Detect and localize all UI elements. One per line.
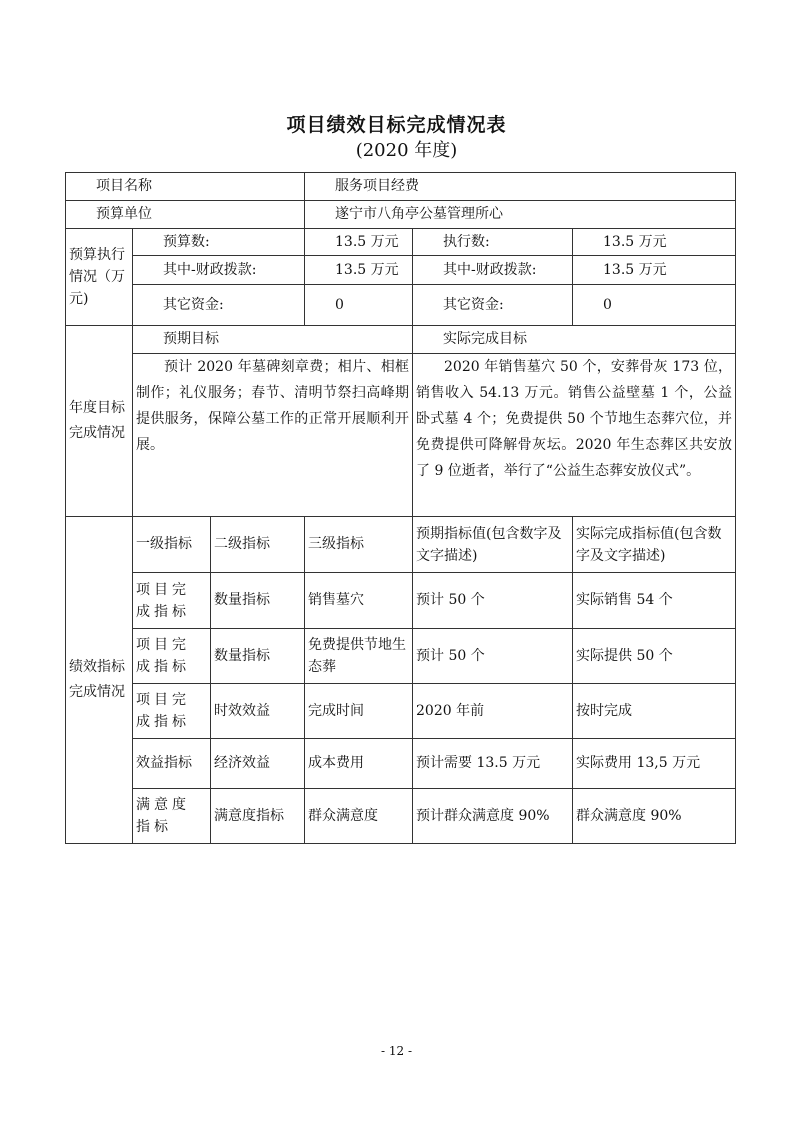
table-row (66, 326, 736, 354)
table-row (66, 256, 736, 285)
cell: 群众满意度 90% (573, 789, 736, 844)
page-title: 项目绩效目标完成情况表 (286, 114, 507, 136)
header-cell: 一级指标 (133, 517, 211, 573)
cell: 满意度指标 (133, 789, 211, 844)
page-subtitle: (2020 年度) (355, 140, 458, 161)
budget-row-value: 13.5 万元 (305, 229, 413, 256)
table-row (66, 629, 736, 684)
budget-unit-label: 预算单位 (66, 201, 305, 229)
budget-row-value: 0 (573, 285, 736, 326)
table-row (66, 201, 736, 229)
project-name-value: 服务项目经费 (305, 173, 736, 201)
cell: 满意度指标 (211, 789, 305, 844)
cell: 项目完成指标 (133, 629, 211, 684)
expected-goal-text: 预计 2020 年墓碑刻章费；相片、相框制作；礼仪服务；春节、清明节祭扫高峰期提供服务，保障公墓工作的正常开展顺利开展。 (133, 354, 413, 517)
table-row (66, 229, 736, 256)
actual-goal-text: 2020 年销售墓穴 50 个，安葬骨灰 173 位，销售收入 54.13 万元。销售公益壁墓 1 个，公益卧式墓 4 个；免费提供 50 个节地生态葬穴位，并免费提供可降解骨灰坛。2020 年生态葬区共安放了 9 位逝者，举行了“公益生态葬安放仪式”。 (413, 354, 736, 517)
cell: 完成时间 (305, 684, 413, 739)
budget-row-label: 其它资金: (133, 285, 305, 326)
cell: 预计需要 13.5 万元 (413, 739, 573, 789)
table-row (66, 684, 736, 739)
expected-goal-header: 预期目标 (133, 326, 413, 354)
table-row (66, 285, 736, 326)
budget-row-label: 执行数: (413, 229, 573, 256)
budget-row-value: 13.5 万元 (573, 256, 736, 285)
cell: 项目完成指标 (133, 684, 211, 739)
cell: 项目完成指标 (133, 573, 211, 629)
header-cell: 三级指标 (305, 517, 413, 573)
cell: 销售墓穴 (305, 573, 413, 629)
cell: 经济效益 (211, 739, 305, 789)
performance-section-label: 绩效指标完成情况 (66, 517, 133, 844)
cell: 实际销售 54 个 (573, 573, 736, 629)
annual-section-label: 年度目标完成情况 (66, 326, 133, 517)
cell: 预计 50 个 (413, 629, 573, 684)
budget-row-label: 预算数: (133, 229, 305, 256)
cell: 预计 50 个 (413, 573, 573, 629)
budget-section-label: 预算执行情况（万元) (66, 229, 133, 326)
header-cell: 实际完成指标值(包含数字及文字描述) (573, 517, 736, 573)
cell: 按时完成 (573, 684, 736, 739)
table-row (66, 739, 736, 789)
budget-row-label: 其中-财政拨款: (413, 256, 573, 285)
header-cell: 预期指标值(包含数字及文字描述) (413, 517, 573, 573)
cell: 成本费用 (305, 739, 413, 789)
project-name-label: 项目名称 (66, 173, 305, 201)
table-row (66, 354, 736, 517)
budget-row-value: 0 (305, 285, 413, 326)
cell: 群众满意度 (305, 789, 413, 844)
actual-goal-header: 实际完成目标 (413, 326, 736, 354)
table-row (66, 573, 736, 629)
table-row (66, 517, 736, 573)
performance-table (65, 172, 736, 844)
cell: 数量指标 (211, 573, 305, 629)
header-cell: 二级指标 (211, 517, 305, 573)
page-number: - 12 - (380, 1044, 412, 1058)
cell: 免费提供节地生态葬 (305, 629, 413, 684)
cell: 实际提供 50 个 (573, 629, 736, 684)
budget-row-label: 其它资金: (413, 285, 573, 326)
budget-unit-value: 遂宁市八角亭公墓管理所心 (305, 201, 736, 229)
cell: 时效效益 (211, 684, 305, 739)
budget-row-label: 其中-财政拨款: (133, 256, 305, 285)
table-row (66, 789, 736, 844)
cell: 数量指标 (211, 629, 305, 684)
cell: 2020 年前 (413, 684, 573, 739)
budget-row-value: 13.5 万元 (305, 256, 413, 285)
cell: 效益指标 (133, 739, 211, 789)
cell: 实际费用 13,5 万元 (573, 739, 736, 789)
table-row (66, 173, 736, 201)
budget-row-value: 13.5 万元 (573, 229, 736, 256)
cell: 预计群众满意度 90% (413, 789, 573, 844)
